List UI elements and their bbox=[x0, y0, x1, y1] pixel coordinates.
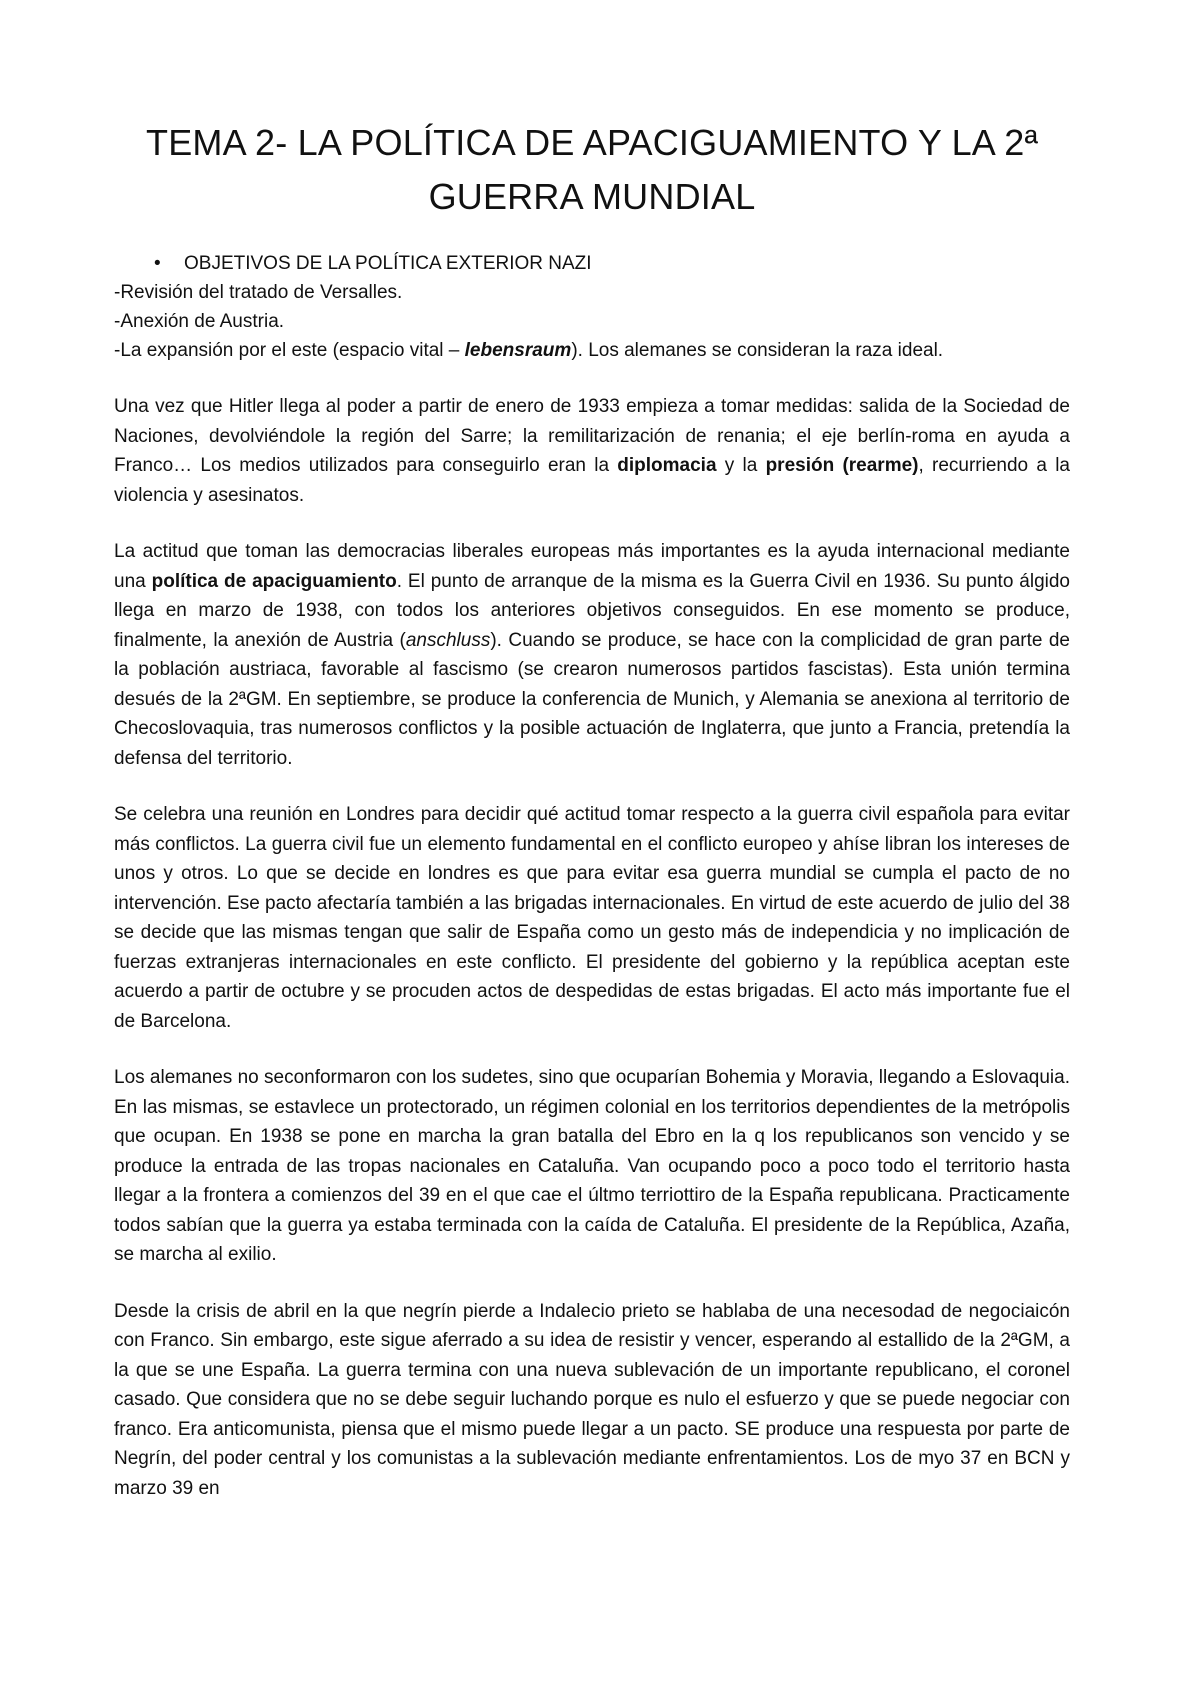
page-title bbox=[114, 0, 1070, 224]
paragraph: Los alemanes no seconformaron con los sudetes, sino que ocuparían Bohemia y Moravia, llegando a Eslovaquia. En las mismas, se estavlece un protectorado, un régimen colonial en los territorios dependientes de la metrópolis que ocupan. En 1938 se pone en marcha la gran batalla del Ebro en la q los republicanos son vencido y se produce la entrada de las tropas nacionales en Cataluña. Van ocupando poco a poco todo el territorio hasta llegar a la frontera a comienzos del 39 en el que cae el últmo terriottiro de la España republicana. Practicamente todos sabían que la guerra ya estaba terminada con la caída de Cataluña. El presidente de la República, Azaña, se marcha al exilio. bbox=[114, 1067, 1070, 1265]
section-heading-text: OBJETIVOS DE LA POLÍTICA EXTERIOR NAZI bbox=[184, 253, 592, 274]
bold-term: presión (rearme) bbox=[765, 455, 919, 476]
paragraph bbox=[114, 392, 1070, 510]
objective-item: -Revisión del tratado de Versalles. bbox=[114, 282, 403, 303]
bold-term: política de apaciguamiento bbox=[151, 570, 397, 592]
title-line-1: TEMA 2- LA POLÍTICA DE APACIGUAMIENTO Y LA 2ª bbox=[146, 122, 1038, 163]
paragraph-text: ). Cuando se produce, se hace con la complicidad de gran parte de la población austriaca, favorable al fascismo (se crearon numerosos partidos fascistas). Esta unión termina desués de la 2ªGM. En septiembre, se produce la conferencia de Munich, y Alemania se anexiona al territorio de Checoslovaquia, tras numerosos conflictos y la posible actuación de Inglaterra, que junto a Francia, pretendía la defensa del territorio. bbox=[114, 629, 1070, 769]
paragraph-text: y la bbox=[716, 455, 766, 476]
bullet-icon: • bbox=[154, 253, 161, 274]
objective-text: ). Los alemanes se consideran la raza ideal. bbox=[571, 340, 944, 361]
lebensraum-term: lebensraum bbox=[464, 340, 572, 361]
italic-term: anschluss bbox=[405, 629, 491, 651]
paragraph bbox=[114, 537, 1070, 773]
objective-item: -Anexión de Austria. bbox=[114, 311, 285, 332]
paragraph-text: . El punto de arranque de la misma es la Guerra Civil en 1936. Su punto álgido llega en marzo de 1938, con todos los anteriores objetivos conseguidos. En ese momento se produce, finalmente, la anexión de Austria ( bbox=[114, 570, 1070, 651]
paragraph-text: Una vez que Hitler llega al poder a partir de enero de 1933 empieza a tomar medidas: salida de la Sociedad de Naciones, devolviéndole la región del Sarre; la remilitarización de renania; el eje berlín-roma en ayuda a Franco… Los medios utilizados para conseguirlo eran la bbox=[114, 396, 1070, 476]
bold-term: diplomacia bbox=[617, 455, 717, 476]
paragraph-text: La actitud que toman las democracias liberales europeas más importantes es la ayuda internacional mediante una bbox=[114, 541, 1070, 592]
objective-item bbox=[114, 336, 1070, 365]
paragraph: Desde la crisis de abril en la que negrín pierde a Indalecio prieto se hablaba de una necesodad de negociaicón con Franco. Sin embargo, este sigue aferrado a su idea de resistir y vencer, esperando al estallido de la 2ªGM, a la que se une España. La guerra termina con una nueva sublevación de un importante republicano, el coronel casado. Que considera que no se debe seguir luchando porque es nulo el esfuerzo y que se puede negociar con franco. Era anticomunista, piensa que el mismo puede llegar a un pacto. SE produce una respuesta por parte de Negrín, del poder central y los comunistas a la sublevación mediante enfrentamientos. Los de myo 37 en BCN y marzo 39 en bbox=[114, 1300, 1070, 1499]
paragraph: Se celebra una reunión en Londres para decidir qué actitud tomar respecto a la guerra civil española para evitar más conflictos. La guerra civil fue un elemento fundamental en el conflicto europeo y ahíse libran los intereses de unos y otros. Lo que se decide en londres es que para evitar esa guerra mundial se cumpla el pacto de no intervención. Ese pacto afectaría también a las brigadas internacionales. En virtud de este acuerdo de julio del 38 se decide que las mismas tengan que salir de España como un gesto más de independicia y no implicación de fuerzas extranjeras internacionales en este conflicto. El presidente del gobierno y la república aceptan este acuerdo a partir de octubre y se procuden actos de despedidas de estas brigadas. El acto más importante fue el de Barcelona. bbox=[114, 804, 1070, 1032]
section-heading bbox=[154, 250, 1070, 278]
objective-text: -La expansión por el este (espacio vital – bbox=[114, 340, 465, 361]
paragraph-text: , recurriendo a la violencia y asesinatos. bbox=[114, 455, 1070, 506]
title-line-2: GUERRA MUNDIAL bbox=[428, 176, 756, 217]
